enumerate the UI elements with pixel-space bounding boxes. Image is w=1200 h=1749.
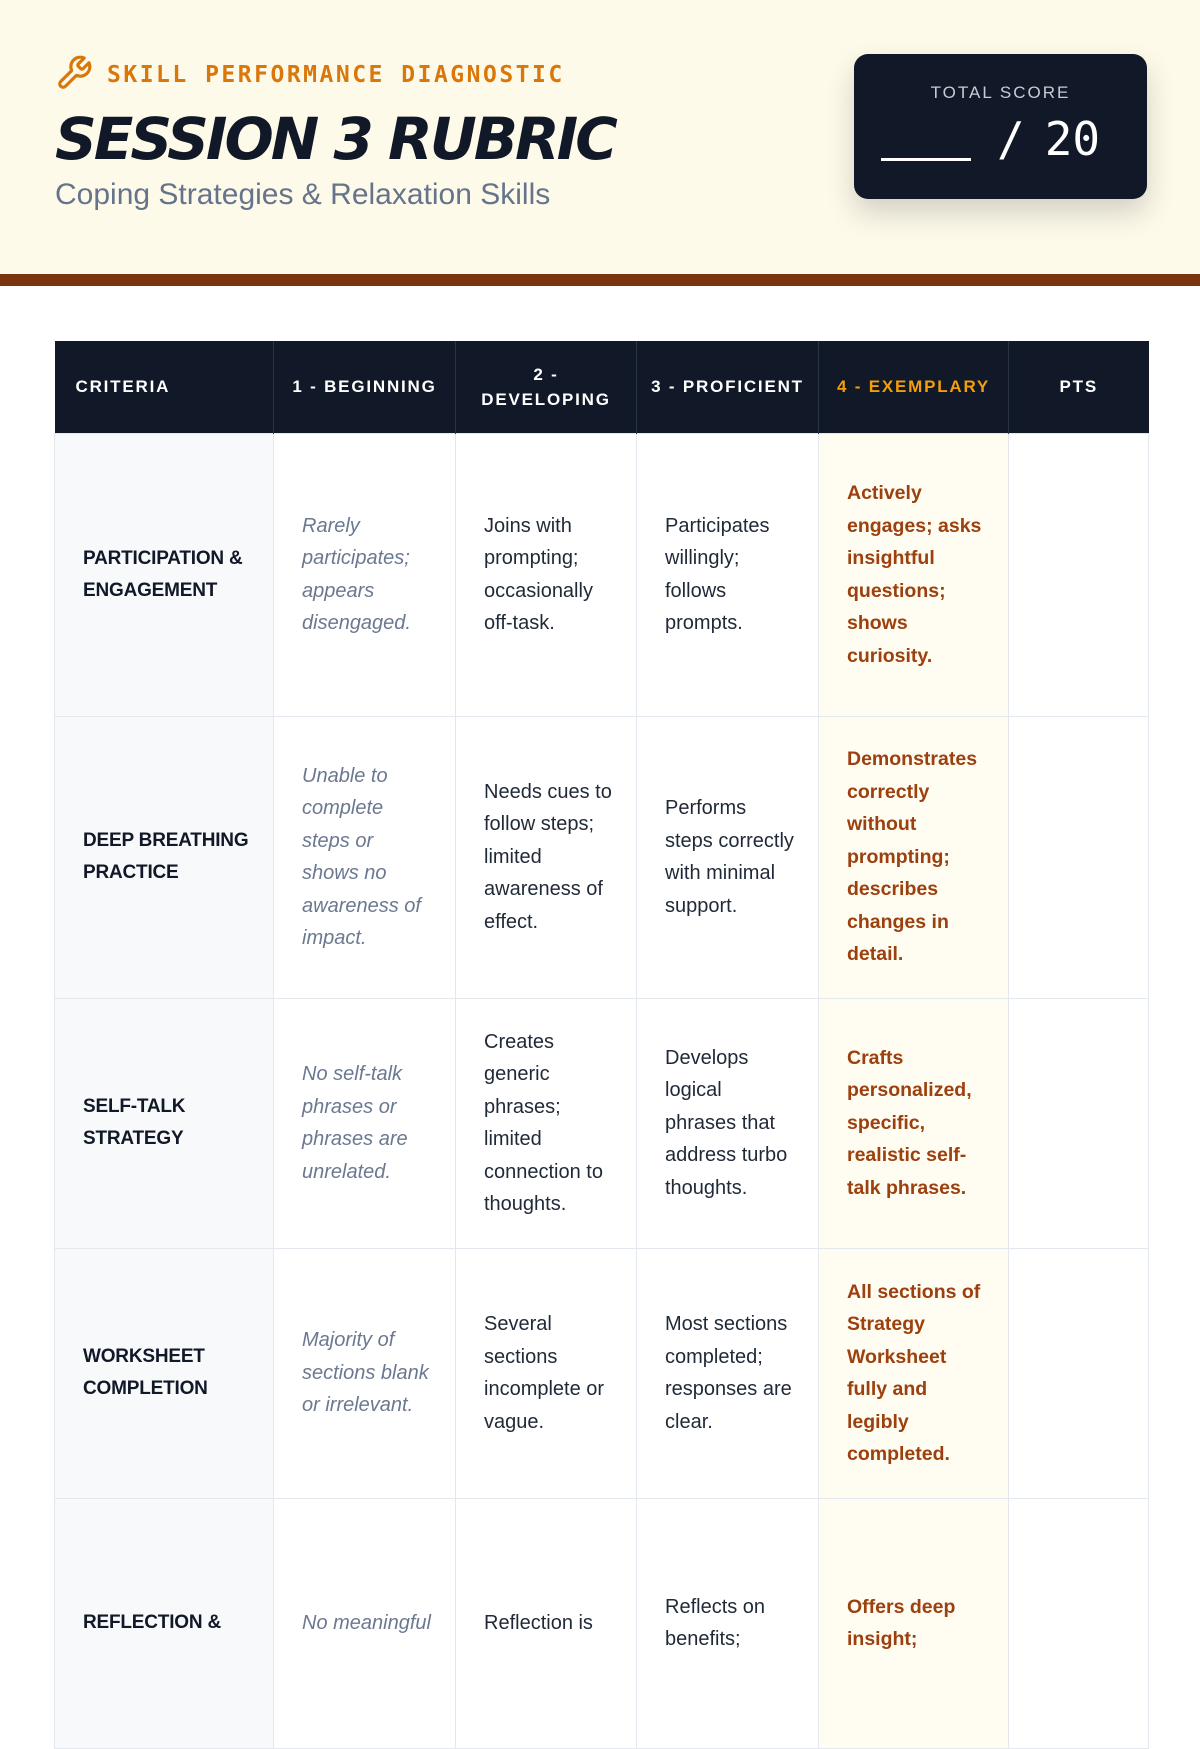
kicker: [55, 54, 565, 96]
beginning-cell: Majority of sections blank or irrelevant.: [274, 1248, 456, 1498]
developing-cell: Reflection is: [456, 1498, 637, 1748]
criteria-cell: SELF-TALK STRATEGY: [55, 998, 274, 1248]
developing-cell: Creates generic phrases; limited connection to thoughts.: [456, 998, 637, 1248]
header-beginning: 1 - BEGINNING: [274, 341, 456, 433]
developing-cell: Needs cues to follow steps; limited awareness of effect.: [456, 716, 637, 998]
pts-cell[interactable]: [1009, 1248, 1149, 1498]
rubric-table: [54, 341, 1149, 1749]
score-total: [997, 112, 1100, 166]
pts-cell[interactable]: [1009, 716, 1149, 998]
exemplary-cell: Offers deep insight;: [819, 1498, 1009, 1748]
header-developing: 2 - DEVELOPING: [456, 341, 637, 433]
beginning-cell: Unable to complete steps or shows no awareness of impact.: [274, 716, 456, 998]
table-row: [55, 433, 1149, 716]
wrench-icon: [55, 54, 93, 96]
criteria-cell: DEEP BREATHING PRACTICE: [55, 716, 274, 998]
beginning-cell: No self-talk phrases or phrases are unrelated.: [274, 998, 456, 1248]
developing-cell: Joins with prompting; occasionally off-task.: [456, 433, 637, 716]
beginning-cell: No meaningful: [274, 1498, 456, 1748]
criteria-cell: WORKSHEET COMPLETION: [55, 1248, 274, 1498]
criteria-cell: PARTICIPATION & ENGAGEMENT: [55, 433, 274, 716]
pts-cell[interactable]: [1009, 1498, 1149, 1748]
pts-cell[interactable]: [1009, 998, 1149, 1248]
header-exemplary: 4 - EXEMPLARY: [819, 341, 1009, 433]
score-label: TOTAL SCORE: [930, 83, 1071, 102]
proficient-cell: Participates willingly; follows prompts.: [637, 433, 819, 716]
exemplary-cell: Actively engages; asks insightful questions; shows curiosity.: [819, 433, 1009, 716]
table-row: [55, 716, 1149, 998]
score-slash: /: [997, 112, 1025, 166]
exemplary-cell: Demonstrates correctly without prompting; describes changes in detail.: [819, 716, 1009, 998]
page-title: SESSION 3 RUBRIC: [55, 105, 615, 173]
exemplary-cell: Crafts personalized, specific, realistic self-talk phrases.: [819, 998, 1009, 1248]
table-header-row: [55, 341, 1149, 433]
developing-cell: Several sections incomplete or vague.: [456, 1248, 637, 1498]
table-row: [55, 1498, 1149, 1748]
header-pts: PTS: [1009, 341, 1149, 433]
page-subtitle: Coping Strategies & Relaxation Skills: [55, 178, 551, 211]
header-proficient: 3 - PROFICIENT: [637, 341, 819, 433]
score-blank-line: [881, 158, 971, 161]
beginning-cell: Rarely participates; appears disengaged.: [274, 433, 456, 716]
criteria-cell: REFLECTION &: [55, 1498, 274, 1748]
score-max: 20: [1044, 112, 1101, 166]
total-score-box: [854, 54, 1147, 199]
page-header: [0, 0, 1200, 286]
table-row: [55, 1248, 1149, 1498]
header-criteria: CRITERIA: [55, 341, 274, 433]
table-row: [55, 998, 1149, 1248]
proficient-cell: Most sections completed; responses are clear.: [637, 1248, 819, 1498]
exemplary-cell: All sections of Strategy Worksheet fully and legibly completed.: [819, 1248, 1009, 1498]
pts-cell[interactable]: [1009, 433, 1149, 716]
proficient-cell: Performs steps correctly with minimal support.: [637, 716, 819, 998]
kicker-text: SKILL PERFORMANCE DIAGNOSTIC: [107, 62, 565, 88]
proficient-cell: Reflects on benefits;: [637, 1498, 819, 1748]
proficient-cell: Develops logical phrases that address turbo thoughts.: [637, 998, 819, 1248]
